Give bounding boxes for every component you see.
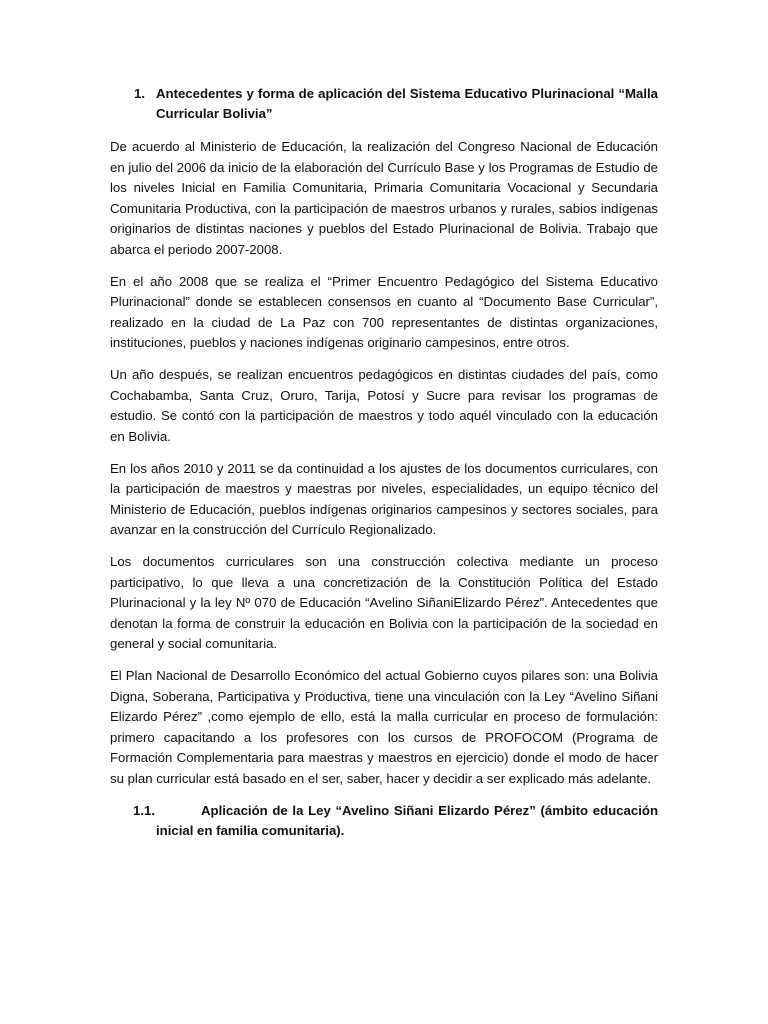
- subsection-title: Aplicación de la Ley “Avelino Siñani Elizardo Pérez” (ámbito educación inicial en familia comunitaria).: [156, 803, 658, 838]
- section-number: 1.: [134, 86, 145, 101]
- subsection-heading: [110, 801, 658, 840]
- paragraph: Los documentos curriculares son una construcción colectiva mediante un proceso participativo, lo que lleva a una concretización de la Constitución Política del Estado Plurinacional y la ley Nº 070 de Educación “Avelino SiñaniElizardo Pérez”. Antecedentes que denotan la forma de construir la educación en Bolivia con la participación de la sociedad en general y social comunitaria.: [110, 554, 658, 652]
- section-title: Antecedentes y forma de aplicación del Sistema Educativo Plurinacional “Malla Curricular Bolivia”: [156, 86, 658, 121]
- paragraph: Un año después, se realizan encuentros pedagógicos en distintas ciudades del país, como Cochabamba, Santa Cruz, Oruro, Tarija, Potosí y Sucre para revisar los programas de estudio. Se contó con la participación de maestros y todo aquél vinculado con la educación en Bolivia.: [110, 367, 658, 444]
- paragraph: En el año 2008 que se realiza el “Primer Encuentro Pedagógico del Sistema Educativo Plurinacional” donde se establecen consensos en cuanto al “Documento Base Curricular”, realizado en la ciudad de La Paz con 700 representantes de distintas organizaciones, instituciones, pueblos y naciones indígenas originario campesinos, entre otros.: [110, 273, 658, 351]
- paragraph: De acuerdo al Ministerio de Educación, la realización del Congreso Nacional de Educación en julio del 2006 da inicio de la elaboración del Currículo Base y los Programas de Estudio de los niveles Inicial en Familia Comunitaria, Primaria Comunitaria Vocacional y Secundaria Comunitaria Productiva, con la participación de maestros urbanos y rurales, sabios indígenas originarios de distintas naciones y pueblos del Estado Plurinacional de Bolivia. Trabajo que abarca el periodo 2007-2008.: [110, 139, 658, 257]
- paragraph: En los años 2010 y 2011 se da continuidad a los ajustes de los documentos curriculares, con la participación de maestros y maestras por niveles, especialidades, un equipo técnico del Ministerio de Educación, pueblos indígenas originarios campesinos y sectores sociales, para avanzar en la construcción del Currículo Regionalizado.: [110, 460, 658, 538]
- section-heading: [110, 84, 658, 123]
- subsection-number: 1.1.: [133, 803, 155, 819]
- paragraph: El Plan Nacional de Desarrollo Económico del actual Gobierno cuyos pilares son: una Bolivia Digna, Soberana, Participativa y Productiva, tiene una vinculación con la Ley “Avelino Siñani Elizardo Pérez” ,como ejemplo de ello, está la malla curricular en proceso de formulación: primero capacitando a los profesores con los cursos de PROFOCOM (Programa de Formación Complementaria para maestras y maestros en ejercicio) donde el modo de hacer su plan curricular está basado en el ser, saber, hacer y decidir a ser explicado más adelante.: [110, 668, 658, 786]
